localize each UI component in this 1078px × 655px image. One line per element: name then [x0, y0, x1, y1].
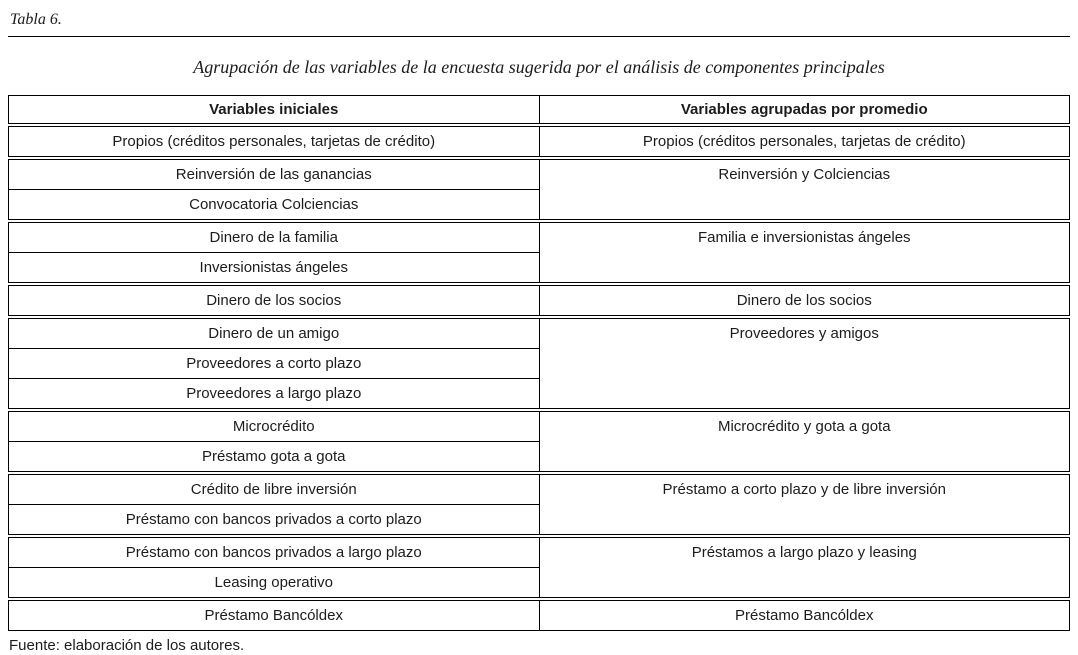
grouped-variable-cell: Dinero de los socios [539, 286, 1070, 316]
grouped-variable-cell: Familia e inversionistas ángeles [539, 223, 1070, 283]
initial-variable-cell: Crédito de libre inversión [9, 475, 540, 505]
initial-variable-cell: Préstamo Bancóldex [9, 601, 540, 631]
table-row [9, 286, 1070, 316]
initial-variable-cell: Microcrédito [9, 412, 540, 442]
initial-variable-cell: Dinero de un amigo [9, 319, 540, 349]
grouped-variable-cell: Proveedores y amigos [539, 319, 1070, 409]
table-number-label: Tabla 6. [10, 11, 62, 28]
table-title: Agrupación de las variables de la encuesta sugerida por el análisis de componentes principales [193, 57, 885, 77]
variable-group [8, 474, 1070, 535]
header-grouped-variables: Variables agrupadas por promedio [539, 96, 1070, 124]
top-rule [8, 36, 1070, 37]
variable-group [8, 159, 1070, 220]
variables-table [8, 95, 1070, 631]
grouped-variable-cell: Préstamo Bancóldex [539, 601, 1070, 631]
grouped-variable-cell: Microcrédito y gota a gota [539, 412, 1070, 472]
initial-variable-cell: Reinversión de las ganancias [9, 160, 540, 190]
initial-variable-cell: Dinero de la familia [9, 223, 540, 253]
variable-group [8, 411, 1070, 472]
initial-variable-cell: Leasing operativo [9, 568, 540, 598]
table-row [9, 538, 1070, 568]
table-row [9, 319, 1070, 349]
grouped-variable-cell: Préstamo a corto plazo y de libre inversión [539, 475, 1070, 535]
table-body [8, 126, 1070, 631]
table-row [9, 127, 1070, 157]
grouped-variable-cell: Reinversión y Colciencias [539, 160, 1070, 220]
initial-variable-cell: Préstamo con bancos privados a largo plazo [9, 538, 540, 568]
initial-variable-cell: Inversionistas ángeles [9, 253, 540, 283]
variable-group [8, 222, 1070, 283]
header-initial-variables: Variables iniciales [9, 96, 540, 124]
initial-variable-cell: Proveedores a corto plazo [9, 349, 540, 379]
initial-variable-cell: Préstamo gota a gota [9, 442, 540, 472]
initial-variable-cell: Dinero de los socios [9, 286, 540, 316]
table-row [9, 412, 1070, 442]
grouped-variable-cell: Préstamos a largo plazo y leasing [539, 538, 1070, 598]
initial-variable-cell: Propios (créditos personales, tarjetas de crédito) [9, 127, 540, 157]
variable-group [8, 318, 1070, 409]
table-row [9, 601, 1070, 631]
initial-variable-cell: Convocatoria Colciencias [9, 190, 540, 220]
table-row [9, 223, 1070, 253]
variable-group [8, 600, 1070, 631]
variable-group [8, 126, 1070, 157]
initial-variable-cell: Proveedores a largo plazo [9, 379, 540, 409]
grouped-variable-cell: Propios (créditos personales, tarjetas de crédito) [539, 127, 1070, 157]
header-row [9, 96, 1070, 124]
table-header [8, 95, 1070, 124]
variable-group [8, 285, 1070, 316]
initial-variable-cell: Préstamo con bancos privados a corto plazo [9, 505, 540, 535]
variable-group [8, 537, 1070, 598]
table-row [9, 475, 1070, 505]
source-note: Fuente: elaboración de los autores. [9, 637, 245, 654]
table-row [9, 160, 1070, 190]
